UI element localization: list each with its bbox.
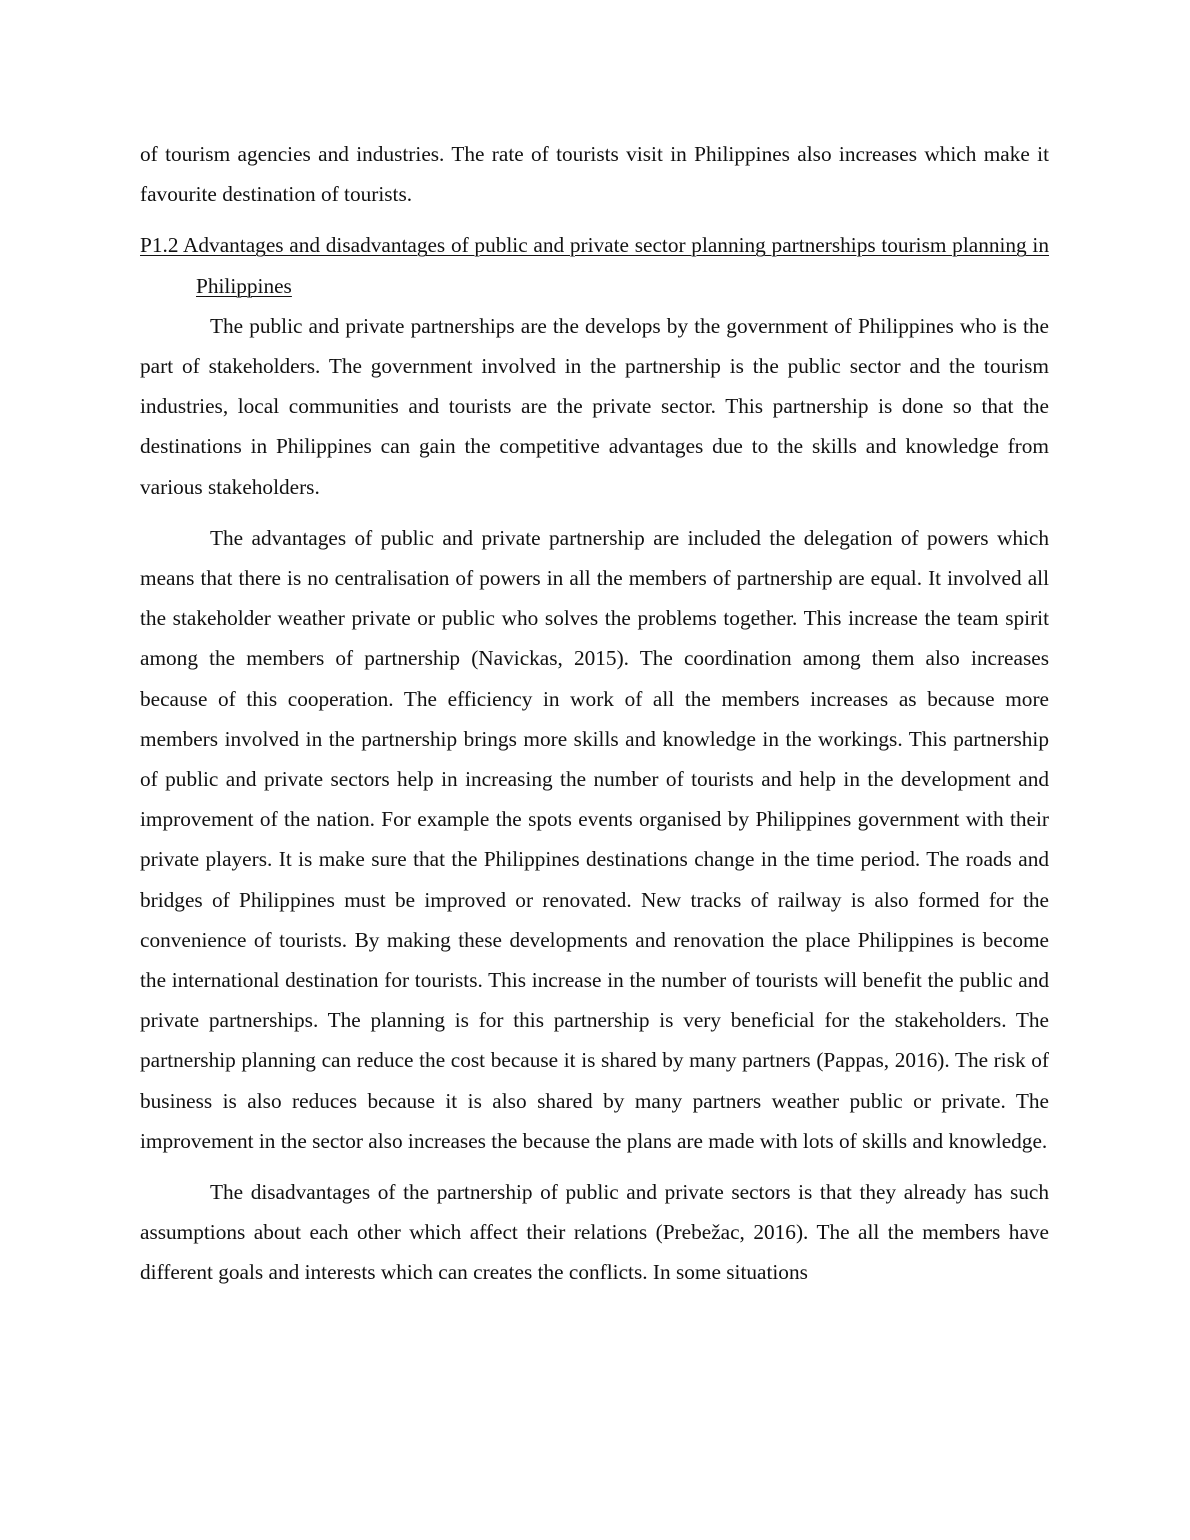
body-paragraph-advantages: The advantages of public and private partnership are included the delegation of powers which means that there is no centralisation of powers in all the members of partnership are equal. It involved all the stakeholder weather private or public who solves the problems together. This increase the team spirit among the members of partnership (Navickas, 2015). The coordination among them also increases because of this cooperation. The efficiency in work of all the members increases as because more members involved in the partnership brings more skills and knowledge in the workings. This partnership of public and private sectors help in increasing the number of tourists and help in the development and improvement of the nation. For example the spots events organised by Philippines government with their private players. It is make sure that the Philippines destinations change in the time period. The roads and bridges of Philippines must be improved or renovated. New tracks of railway is also formed for the convenience of tourists. By making these developments and renovation the place Philippines is become the international destination for tourists. This increase in the number of tourists will benefit the public and private partnerships. The planning is for this partnership is very beneficial for the stakeholders. The partnership planning can reduce the cost because it is shared by many partners (Pappas, 2016). The risk of business is also reduces because it is also shared by many partners weather public or private. The improvement in the sector also increases the because the plans are made with lots of skills and knowledge. [140,525,1049,1153]
section-heading: P1.2 Advantages and disadvantages of public and private sector planning partnerships tourism planning in Philippines [140,233,1049,298]
intro-paragraph: of tourism agencies and industries. The rate of tourists visit in Philippines also increases which make it favourite destination of tourists. [140,142,1049,207]
document-page [140,134,1049,1293]
body-paragraph-overview: The public and private partnerships are the develops by the government of Philippines who is the part of stakeholders. The government involved in the partnership is the public sector and the tourism industries, local communities and tourists are the private sector. This partnership is done so that the destinations in Philippines can gain the competitive advantages due to the skills and knowledge from various stakeholders. [140,313,1049,499]
body-paragraph-disadvantages: The disadvantages of the partnership of public and private sectors is that they already has such assumptions about each other which affect their relations (Prebežac, 2016). The all the members have different goals and interests which can creates the conflicts. In some situations [140,1180,1049,1285]
